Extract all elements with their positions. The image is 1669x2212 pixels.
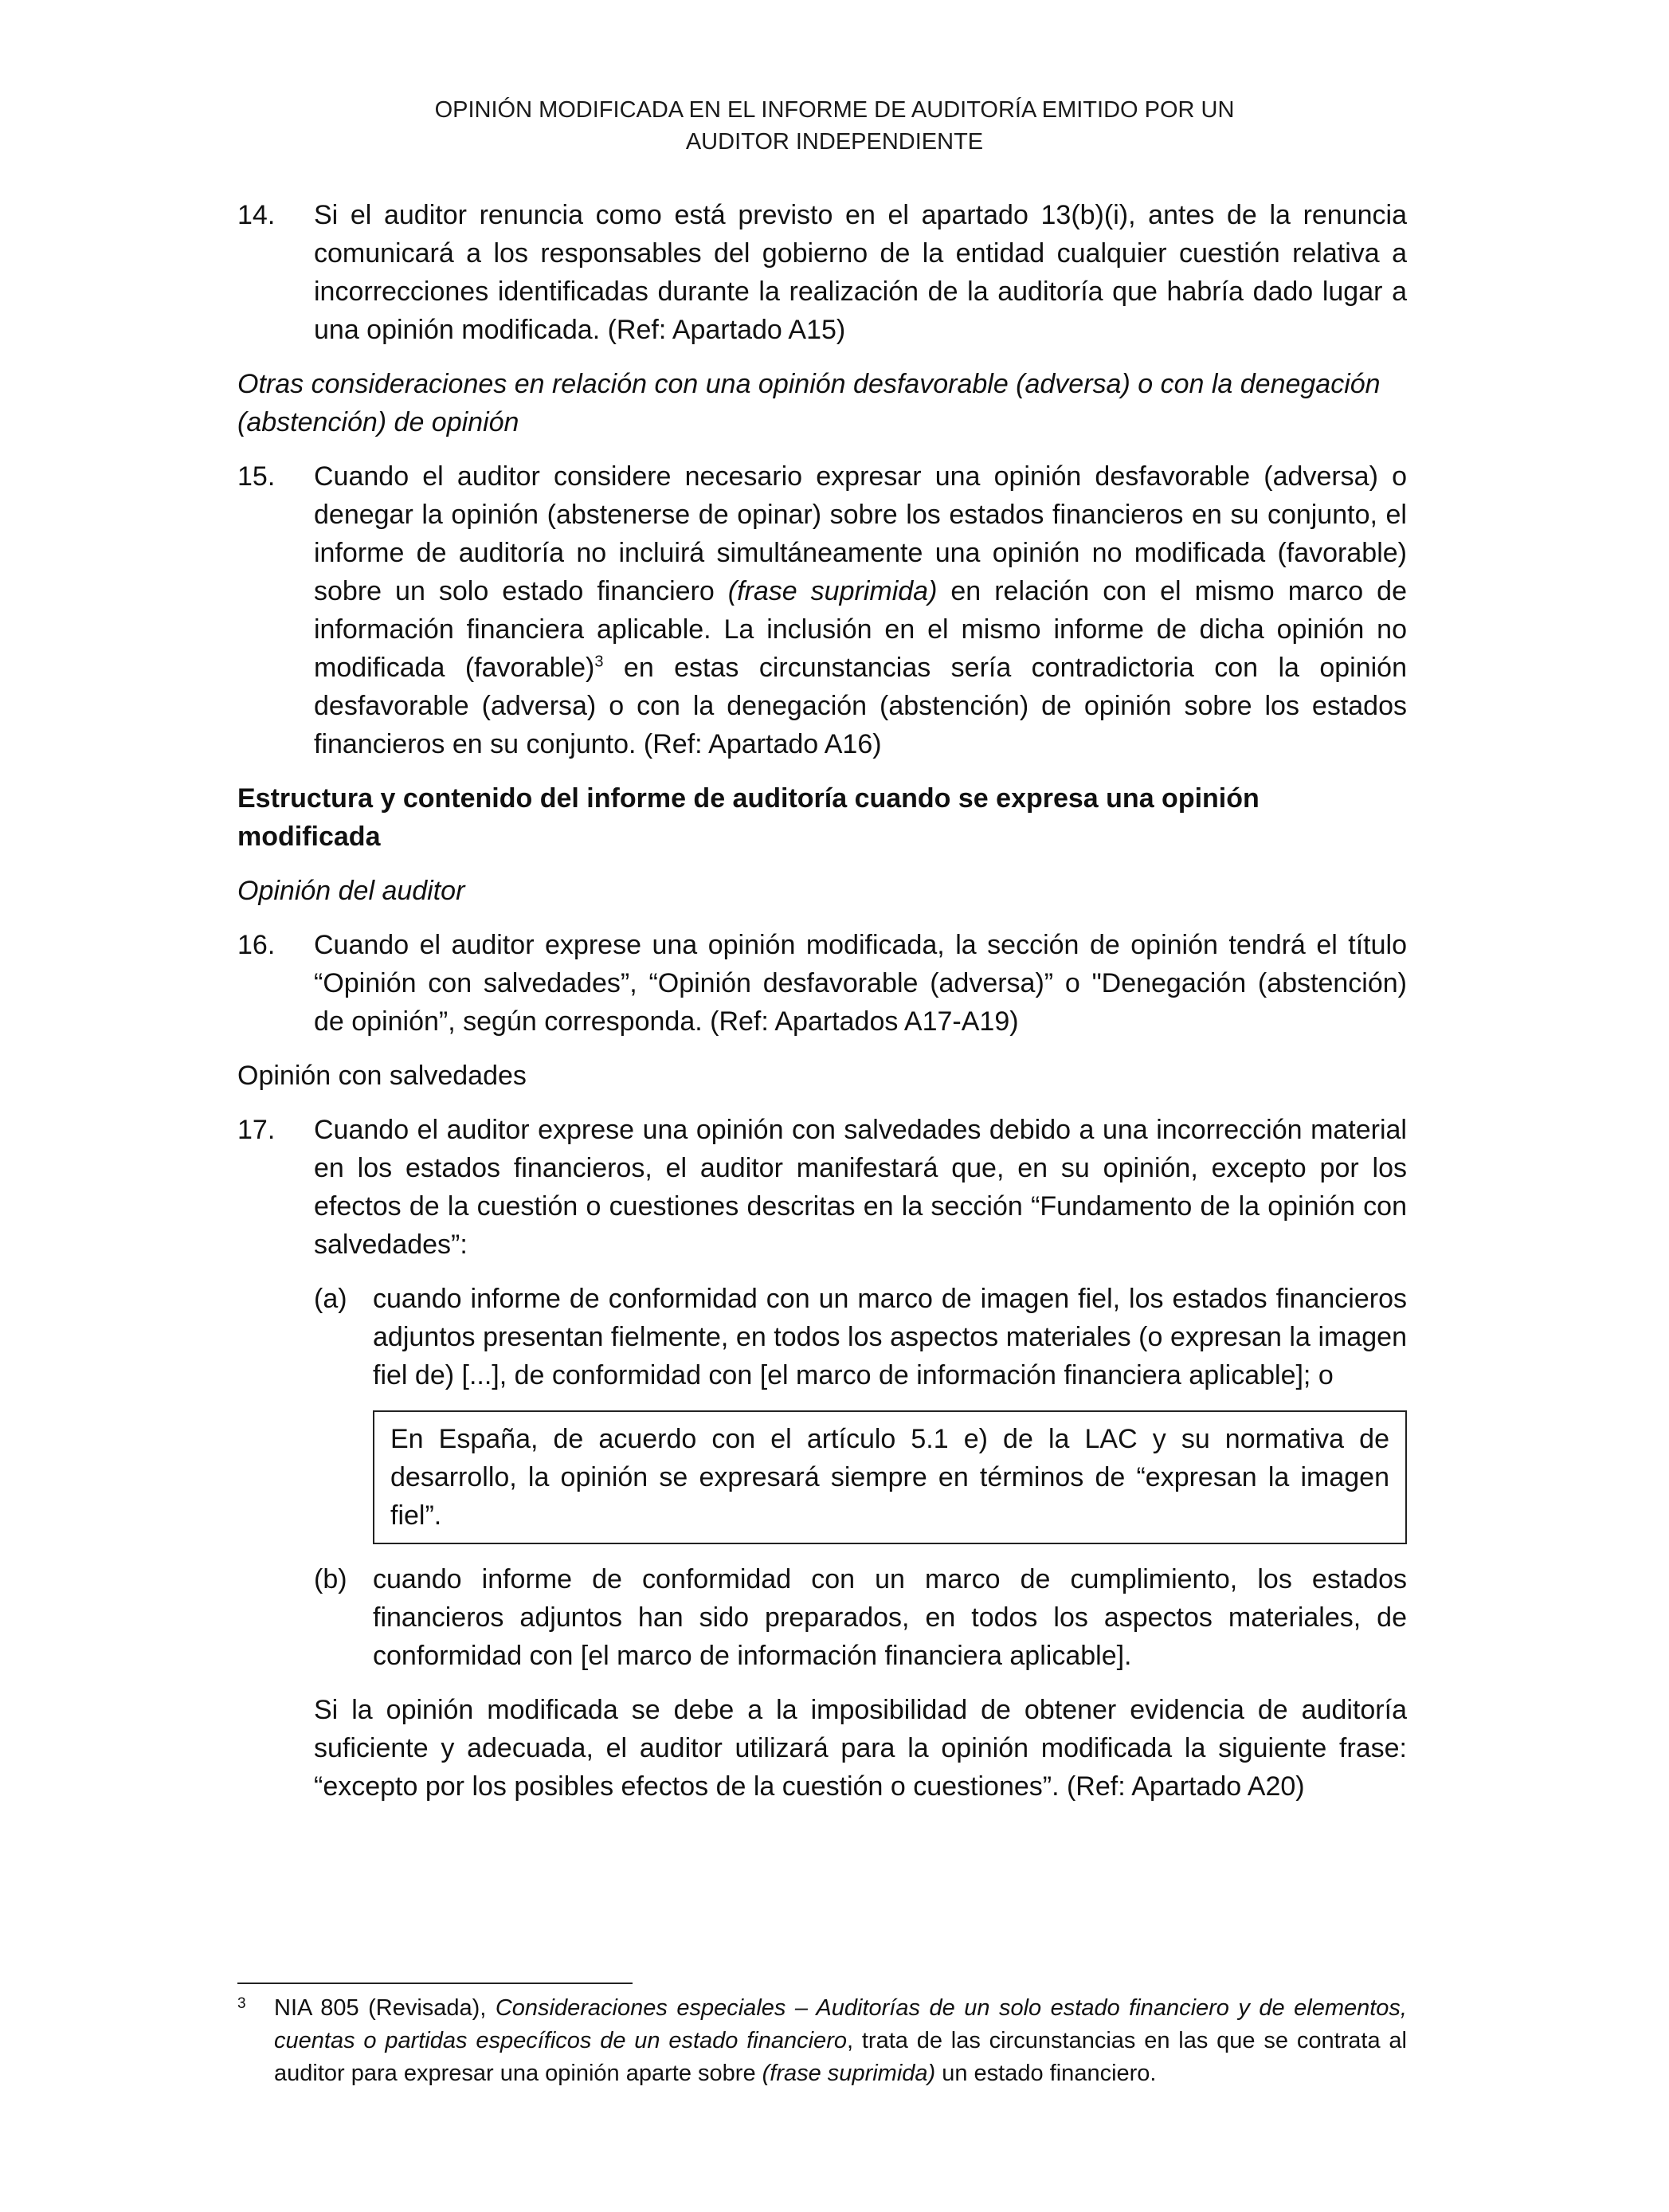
- header-line-2: AUDITOR INDEPENDIENTE: [685, 129, 984, 155]
- list-item-label: (b): [314, 1564, 347, 1594]
- footnote-3: [237, 1992, 1407, 2090]
- text-segment: un estado financiero.: [935, 2061, 1157, 2086]
- list-item-b: [314, 1560, 1407, 1675]
- paragraph-number: 16.: [237, 930, 276, 960]
- closing-paragraph: Si la opinión modificada se debe a la imposibilidad de obtener evidencia de auditoría suficiente y adecuada, el auditor utilizará para la opinión modificada la siguiente frase: “excepto por los posibles efectos de la cuestión o cuestiones”. (Ref: Apartado A20): [314, 1695, 1407, 1802]
- main-content: [237, 196, 1407, 1806]
- text-segment: en relación con el mismo marco de información financiera aplicable. La inclusión en el mismo informe de dicha opinión no modificada (favorable): [314, 576, 1407, 683]
- text-segment: , trata de las circunstancias en las que se contrata al auditor para expresar una opinión aparte sobre: [274, 2028, 1407, 2086]
- paragraph-14: [237, 196, 1407, 349]
- list-item-text: cuando informe de conformidad con un marco de cumplimiento, los estados financieros adjuntos han sido preparados, en todos los aspectos materiales, de conformidad con [el marco de información financiera aplicable].: [373, 1564, 1407, 1671]
- paragraph-17: [237, 1111, 1407, 1264]
- footnote-marker: 3: [237, 1995, 246, 2012]
- footnote-text: [274, 1992, 1407, 2090]
- paragraph-text: Cuando el auditor exprese una opinión con salvedades debido a una incorrección material en los estados financieros, el auditor manifestará que, en su opinión, excepto por los efectos de la cuestión o cuestiones descritas en la sección “Fundamento de la opinión con salvedades”:: [314, 1115, 1407, 1260]
- header-line-1: OPINIÓN MODIFICADA EN EL INFORME DE AUDITORÍA EMITIDO POR UN: [434, 97, 1235, 123]
- section-heading-estructura: Estructura y contenido del informe de auditoría cuando se expresa una opinión modificada: [237, 783, 1260, 852]
- spain-note-box: En España, de acuerdo con el artículo 5.1 e) de la LAC y su normativa de desarrollo, la opinión se expresará siempre en términos de “expresan la imagen fiel”.: [373, 1410, 1407, 1544]
- section-heading-otras-consideraciones: Otras consideraciones en relación con una opinión desfavorable (adversa) o con la denegación (abstención) de opinión: [237, 369, 1381, 437]
- subheading-opinion-con-salvedades: Opinión con salvedades: [237, 1061, 527, 1091]
- text-segment: Cuando el auditor considere necesario expresar una opinión desfavorable (adversa) o denegar la opinión (abstenerse de opinar) sobre los estados financieros en su conjunto, el informe de auditoría no incluirá simultáneamente una opinión no modificada (favorable) sobre un solo estado financiero: [314, 461, 1407, 606]
- list-item-label: (a): [314, 1284, 347, 1314]
- paragraph-15: [237, 457, 1407, 763]
- paragraph-number: 17.: [237, 1115, 276, 1145]
- paragraph-text: Si el auditor renuncia como está previsto en el apartado 13(b)(i), antes de la renuncia comunicará a los responsables del gobierno de la entidad cualquier cuestión relativa a incorrecciones identificadas durante la realización de la auditoría que habría dado lugar a una opinión modificada. (Ref: Apartado A15): [314, 200, 1407, 345]
- paragraph-number: 15.: [237, 461, 276, 492]
- text-segment: NIA 805 (Revisada),: [274, 1995, 496, 2021]
- footnote-separator: [237, 1983, 633, 1984]
- paragraph-number: 14.: [237, 200, 276, 230]
- subheading-opinion-del-auditor: Opinión del auditor: [237, 876, 465, 906]
- paragraph-16: [237, 926, 1407, 1041]
- footnote-reference[interactable]: 3: [594, 653, 604, 671]
- list-item-a: [314, 1280, 1407, 1394]
- paragraph-text: [314, 457, 1407, 763]
- italic-segment: (frase suprimida): [762, 2061, 936, 2086]
- paragraph-text: Cuando el auditor exprese una opinión modificada, la sección de opinión tendrá el título “Opinión con salvedades”, “Opinión desfavorable (adversa)” o "Denegación (abstención) de opinión”, según corresponda. (Ref: Apartados A17-A19): [314, 930, 1407, 1037]
- list-item-text: cuando informe de conformidad con un marco de imagen fiel, los estados financieros adjuntos presentan fielmente, en todos los aspectos materiales (o expresan la imagen fiel de) [...], de conformidad con [el marco de información financiera aplicable]; o: [373, 1284, 1407, 1390]
- running-header: [0, 94, 1669, 158]
- italic-segment: Consideraciones especiales – Auditorías de un solo estado financiero y de elementos, cuentas o partidas específicos de un estado financiero: [274, 1995, 1407, 2053]
- text-segment: en estas circunstancias sería contradictoria con la opinión desfavorable (adversa) o con la denegación (abstención) de opinión sobre los estados financieros en su conjunto. (Ref: Apartado A16): [314, 653, 1407, 759]
- italic-segment: (frase suprimida): [727, 576, 938, 606]
